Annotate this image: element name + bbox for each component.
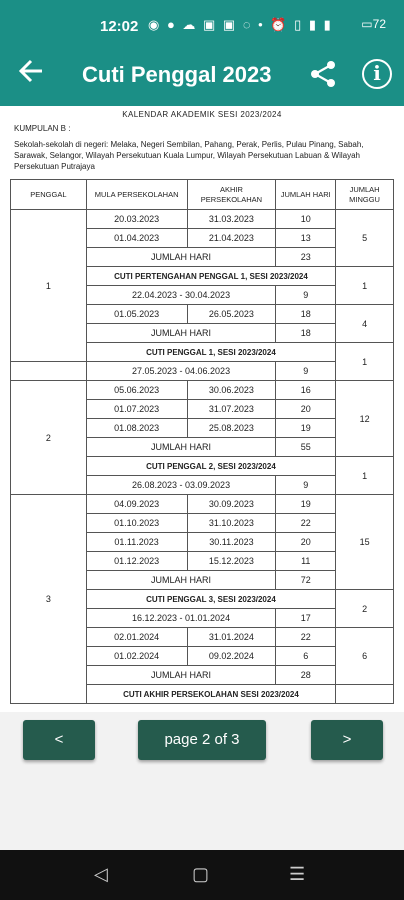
page-indicator-button[interactable]: page 2 of 3 [138,720,266,760]
cell-mula: 05.06.2023 [86,381,187,400]
cell-mula: 01.04.2023 [86,229,187,248]
system-home-icon[interactable]: ▢ [192,864,210,884]
break-title: CUTI AKHIR PERSEKOLAHAN SESI 2023/2024 [86,685,335,704]
penggal-cell: 2 [11,381,87,495]
cell-hari: 11 [276,552,336,571]
jumlah-label: JUMLAH HARI [86,666,276,685]
cell-hari: 19 [276,419,336,438]
cell-mula: 01.11.2023 [86,533,187,552]
jumlah-label: JUMLAH HARI [86,248,276,267]
cell-mula: 01.08.2023 [86,419,187,438]
cell-hari: 16 [276,381,336,400]
penggal-cell: 1 [11,210,87,362]
status-icons: ◉ ● ☁ ▣ ▣ ◌ • ⏰ ▯ ▮ ▮ [148,17,333,32]
cell-minggu: 2 [336,590,394,628]
cell-akhir: 26.05.2023 [187,305,276,324]
status-time: 12:02 [100,18,139,35]
prev-page-button[interactable]: < [23,720,95,760]
next-page-button[interactable]: > [311,720,383,760]
cell-minggu: 1 [336,343,394,381]
cell-sum: 23 [276,248,336,267]
penggal-cell: 3 [11,495,87,704]
back-arrow-icon[interactable] [18,58,44,90]
battery-level: 72 [372,17,386,31]
system-back-icon[interactable]: ◁ [94,864,108,884]
cell-hari: 20 [276,400,336,419]
cell-mula: 01.07.2023 [86,400,187,419]
cell-hari: 6 [276,647,336,666]
cell-akhir: 30.09.2023 [187,495,276,514]
cell-minggu: 15 [336,495,394,590]
share-icon[interactable] [308,59,338,89]
cell-sum: 55 [276,438,336,457]
cell-akhir: 31.10.2023 [187,514,276,533]
cell-akhir: 15.12.2023 [187,552,276,571]
cell-hari: 22 [276,628,336,647]
cell-hari: 9 [276,362,336,381]
table-row [11,495,394,514]
app-bar [0,44,404,106]
cell-hari: 13 [276,229,336,248]
header-penggal: PENGGAL [11,180,87,210]
cell-akhir: 21.04.2023 [187,229,276,248]
battery-icon: ▭72 [361,17,386,31]
cell-hari: 10 [276,210,336,229]
header-akhir: AKHIR PERSEKOLAHAN [187,180,276,210]
cell-minggu: 4 [336,305,394,343]
cell-akhir: 31.01.2024 [187,628,276,647]
header-jumlah-hari: JUMLAH HARI [276,180,336,210]
doc-group: KUMPULAN B : [14,124,71,133]
break-title: CUTI PENGGAL 1, SESI 2023/2024 [86,343,335,362]
doc-description: Sekolah-sekolah di negeri: Melaka, Negeri Sembilan, Pahang, Perak, Perlis, Pulau Pinang, Sabah, Sarawak, Selangor, Wilayah Persekutuan Kuala Lumpur, Wilayah Persekutuan Labuan & Wilayah Persekutuan Putrajaya [14,140,364,171]
cell-mula: 01.02.2024 [86,647,187,666]
cell-akhir: 31.07.2023 [187,400,276,419]
cell-akhir: 09.02.2024 [187,647,276,666]
jumlah-label: JUMLAH HARI [86,324,276,343]
cell-minggu: 12 [336,381,394,457]
calendar-table [10,179,394,704]
document-page[interactable] [0,106,404,712]
cell-mula: 02.01.2024 [86,628,187,647]
penggal-cell-continuation [11,362,87,381]
cell-hari: 22 [276,514,336,533]
cell-minggu: 6 [336,628,394,685]
back-arrow-svg [18,58,44,84]
cell-mula: 01.12.2023 [86,552,187,571]
cell-mula: 04.09.2023 [86,495,187,514]
cell-minggu: 1 [336,267,394,305]
cell-mula: 01.05.2023 [86,305,187,324]
page-navigation [0,712,404,768]
jumlah-label: JUMLAH HARI [86,571,276,590]
cell-hari: 18 [276,305,336,324]
cell-hari: 17 [276,609,336,628]
cell-hari: 9 [276,476,336,495]
table-row [11,381,394,400]
break-range: 26.08.2023 - 03.09.2023 [86,476,276,495]
break-title: CUTI PERTENGAHAN PENGGAL 1, SESI 2023/2024 [86,267,335,286]
header-mula: MULA PERSEKOLAHAN [86,180,187,210]
break-title: CUTI PENGGAL 2, SESI 2023/2024 [86,457,335,476]
cell-sum: 18 [276,324,336,343]
cell-minggu: 5 [336,210,394,267]
cell-hari: 9 [276,286,336,305]
break-range: 22.04.2023 - 30.04.2023 [86,286,276,305]
doc-heading: KALENDAR AKADEMIK SESI 2023/2024 [122,110,282,119]
page-title: Cuti Penggal 2023 [82,62,272,87]
cell-hari: 20 [276,533,336,552]
status-bar [0,0,404,44]
info-icon[interactable]: i [362,59,392,89]
cell-akhir: 31.03.2023 [187,210,276,229]
header-jumlah-minggu: JUMLAH MINGGU [336,180,394,210]
cell-akhir: 30.06.2023 [187,381,276,400]
cell-minggu: 1 [336,457,394,495]
break-title: CUTI PENGGAL 3, SESI 2023/2024 [86,590,335,609]
system-navigation-bar [0,850,404,900]
break-range: 27.05.2023 - 04.06.2023 [86,362,276,381]
cell-hari: 19 [276,495,336,514]
table-row [11,210,394,229]
cell-akhir: 30.11.2023 [187,533,276,552]
break-range: 16.12.2023 - 01.01.2024 [86,609,276,628]
system-recents-icon[interactable]: ☰ [289,864,306,884]
cell-akhir: 25.08.2023 [187,419,276,438]
cell-sum: 28 [276,666,336,685]
cell-mula: 01.10.2023 [86,514,187,533]
jumlah-label: JUMLAH HARI [86,438,276,457]
table-header [11,180,394,210]
cell-minggu [336,685,394,704]
cell-mula: 20.03.2023 [86,210,187,229]
cell-sum: 72 [276,571,336,590]
